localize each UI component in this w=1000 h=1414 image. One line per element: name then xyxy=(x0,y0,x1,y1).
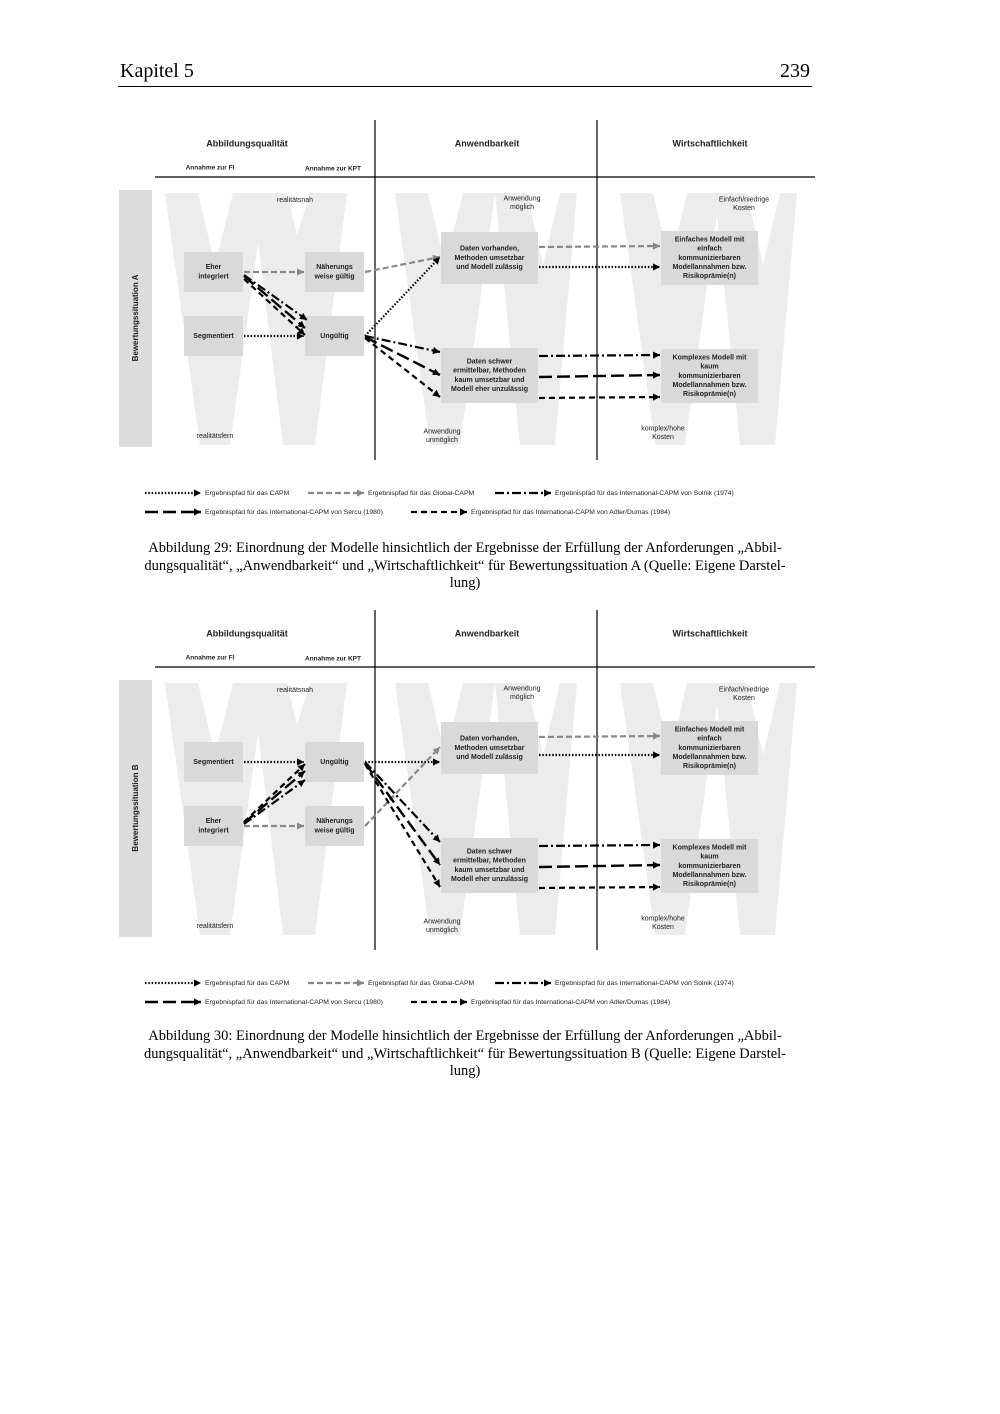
box-naeherungsweise-gueltig-label: Näherungs xyxy=(316,264,353,272)
caption-line: lung) xyxy=(449,1063,481,1079)
legend-entry: Ergebnispfad für das International-CAPM von Sercu (1980) xyxy=(205,998,383,1006)
sub-header: Annahme zur FI xyxy=(185,654,235,662)
box-naeherungsweise-gueltig-label: weise gültig xyxy=(314,827,355,835)
box-segmentiert-label: Segmentiert xyxy=(193,758,234,766)
chapter-title: Kapitel 5 xyxy=(120,60,194,82)
box-naeherungsweise-gueltig-label: weise gültig xyxy=(314,273,355,281)
box-daten-vorhanden-label: Methoden umsetzbar xyxy=(454,254,525,262)
arrow-head-icon xyxy=(544,979,551,986)
figure-29-caption xyxy=(125,540,805,593)
box-einfaches-modell-label: Modellannahmen bzw. xyxy=(672,264,747,272)
figure-30-diagram xyxy=(115,605,820,1025)
box-daten-vorhanden-label: Daten vorhanden, xyxy=(459,735,520,743)
box-einfaches-modell-label: Risikoprämie(n) xyxy=(683,763,736,771)
column-header: Wirtschaftlichkeit xyxy=(672,628,748,639)
background-watermark-shape xyxy=(620,193,720,445)
axis-annotation: Anwendung xyxy=(423,918,461,926)
page-header xyxy=(118,58,812,87)
box-komplexes-modell-label: Risikoprämie(n) xyxy=(683,391,736,399)
background-watermark-shape xyxy=(715,193,797,445)
caption-line: Abbildung 29: Einordnung der Modelle hinsichtlich der Ergebnisse der Erfüllung der Anforderungen „Abbil- xyxy=(148,540,782,556)
axis-annotation: komplex/hohe xyxy=(641,915,685,923)
box-daten-schwer-label: kaum umsetzbar und xyxy=(454,866,525,874)
figure-29-diagram xyxy=(115,115,820,535)
box-daten-schwer-label: ermittelbar, Methoden xyxy=(453,367,526,375)
caption-line: dungsqualität“, „Anwendbarkeit“ und „Wirtschaftlichkeit“ für Bewertungssituation A (Quelle: Eigene Darstel- xyxy=(144,557,786,574)
box-daten-schwer-label: kaum umsetzbar und xyxy=(454,376,525,384)
side-label: Bewertungssituation A xyxy=(131,274,141,362)
box-einfaches-modell-label: kommunizierbaren xyxy=(678,744,741,752)
box-komplexes-modell-label: kaum xyxy=(700,853,719,861)
axis-annotation: Einfach/niedrige xyxy=(718,686,770,694)
axis-annotation: Einfach/niedrige xyxy=(718,196,770,204)
column-header: Anwendbarkeit xyxy=(454,138,520,149)
box-einfaches-modell-label: einfach xyxy=(697,735,722,743)
axis-annotation: realitätsnah xyxy=(276,686,314,694)
path-arrow-line xyxy=(539,736,660,737)
box-daten-schwer-label: Modell eher unzulässig xyxy=(450,386,529,394)
box-komplexes-modell-label: kaum xyxy=(700,363,719,371)
box-einfaches-modell-label: einfach xyxy=(697,245,722,253)
box-eher-integriert xyxy=(184,806,243,846)
box-komplexes-modell-label: Komplexes Modell mit xyxy=(672,844,747,852)
box-naeherungsweise-gueltig-label: Näherungs xyxy=(316,818,353,826)
page-number: 239 xyxy=(780,60,810,82)
box-daten-vorhanden-label: Daten vorhanden, xyxy=(459,245,520,253)
box-komplexes-modell-label: Risikoprämie(n) xyxy=(683,881,736,889)
box-komplexes-modell-label: Modellannahmen bzw. xyxy=(672,872,747,880)
axis-annotation: Anwendung xyxy=(503,685,541,693)
background-watermark-shape xyxy=(620,683,720,935)
box-daten-vorhanden-label: und Modell zulässig xyxy=(456,754,523,762)
caption-line: Abbildung 30: Einordnung der Modelle hinsichtlich der Ergebnisse der Erfüllung der Anforderungen „Abbil- xyxy=(148,1028,782,1044)
axis-annotation: Anwendung xyxy=(503,195,541,203)
legend-entry: Ergebnispfad für das CAPM xyxy=(205,979,290,987)
legend-entry: Ergebnispfad für das Global-CAPM xyxy=(368,489,475,497)
box-eher-integriert-label: Eher xyxy=(205,264,222,272)
column-header: Abbildungsqualität xyxy=(206,138,288,149)
box-eher-integriert-label: Eher xyxy=(205,818,222,826)
box-einfaches-modell-label: Einfaches Modell mit xyxy=(674,236,745,244)
axis-annotation: realitätsfern xyxy=(196,922,234,930)
axis-annotation: Kosten xyxy=(733,205,755,213)
box-einfaches-modell-label: kommunizierbaren xyxy=(678,254,741,262)
arrow-head-icon xyxy=(194,979,201,986)
box-daten-schwer-label: Daten schwer xyxy=(466,358,513,366)
column-header: Anwendbarkeit xyxy=(454,628,520,639)
axis-annotation: realitätsfern xyxy=(196,432,234,440)
sub-header: Annahme zur KPT xyxy=(305,165,361,173)
background-watermark-shape xyxy=(395,193,495,445)
box-komplexes-modell-label: kommunizierbaren xyxy=(678,862,741,870)
legend-entry: Ergebnispfad für das CAPM xyxy=(205,489,290,497)
sub-header: Annahme zur KPT xyxy=(305,655,361,663)
column-header: Wirtschaftlichkeit xyxy=(672,138,748,149)
axis-annotation: möglich xyxy=(509,204,535,212)
box-daten-schwer-label: ermittelbar, Methoden xyxy=(453,857,526,865)
legend-entry: Ergebnispfad für das International-CAPM von Sercu (1980) xyxy=(205,508,383,516)
box-daten-vorhanden-label: Methoden umsetzbar xyxy=(454,744,525,752)
figure-29 xyxy=(115,115,820,535)
legend-entry: Ergebnispfad für das International-CAPM von Adler/Dumas (1984) xyxy=(471,998,671,1006)
box-eher-integriert xyxy=(184,252,243,292)
box-eher-integriert-label: integriert xyxy=(198,827,229,835)
box-komplexes-modell-label: Komplexes Modell mit xyxy=(672,354,747,362)
path-arrow-line xyxy=(539,845,660,846)
axis-annotation: komplex/hohe xyxy=(641,425,685,433)
arrow-head-icon xyxy=(460,998,467,1005)
legend-entry: Ergebnispfad für das International-CAPM von Solnik (1974) xyxy=(555,979,734,987)
path-arrow-line xyxy=(539,246,660,247)
figure-30-caption xyxy=(125,1028,805,1081)
box-segmentiert-label: Segmentiert xyxy=(193,332,234,340)
box-ungueltig-label: Ungültig xyxy=(320,332,349,340)
caption-line: lung) xyxy=(449,575,481,591)
axis-annotation: Kosten xyxy=(652,924,674,932)
arrow-head-icon xyxy=(357,979,364,986)
background-watermark-shape xyxy=(715,683,797,935)
box-naeherungsweise-gueltig xyxy=(305,806,364,846)
axis-annotation: unmöglich xyxy=(426,927,458,935)
axis-annotation: Anwendung xyxy=(423,428,461,436)
arrow-head-icon xyxy=(194,508,201,515)
box-daten-vorhanden-label: und Modell zulässig xyxy=(456,264,523,272)
box-einfaches-modell-label: Modellannahmen bzw. xyxy=(672,754,747,762)
axis-annotation: möglich xyxy=(509,694,535,702)
arrow-head-icon xyxy=(544,489,551,496)
axis-annotation: Kosten xyxy=(652,434,674,442)
sub-header: Annahme zur FI xyxy=(185,164,235,172)
axis-annotation: Kosten xyxy=(733,695,755,703)
box-daten-schwer xyxy=(441,838,538,893)
box-daten-schwer xyxy=(441,348,538,403)
box-daten-schwer-label: Modell eher unzulässig xyxy=(450,876,529,884)
axis-annotation: realitätsnah xyxy=(276,196,314,204)
box-einfaches-modell-label: Einfaches Modell mit xyxy=(674,726,745,734)
path-arrow-line xyxy=(539,355,660,356)
background-watermark-shape xyxy=(395,683,495,935)
box-eher-integriert-label: integriert xyxy=(198,273,229,281)
box-daten-schwer-label: Daten schwer xyxy=(466,848,513,856)
background-watermark-shape xyxy=(495,683,577,935)
arrow-head-icon xyxy=(357,489,364,496)
background-watermark-shape xyxy=(495,193,577,445)
legend-entry: Ergebnispfad für das International-CAPM von Adler/Dumas (1984) xyxy=(471,508,671,516)
box-einfaches-modell-label: Risikoprämie(n) xyxy=(683,273,736,281)
legend-entry: Ergebnispfad für das International-CAPM von Solnik (1974) xyxy=(555,489,734,497)
box-naeherungsweise-gueltig xyxy=(305,252,364,292)
arrow-head-icon xyxy=(194,998,201,1005)
figure-30 xyxy=(115,605,820,1025)
box-komplexes-modell-label: kommunizierbaren xyxy=(678,372,741,380)
box-komplexes-modell-label: Modellannahmen bzw. xyxy=(672,382,747,390)
side-label: Bewertungssituation B xyxy=(131,764,141,852)
column-header: Abbildungsqualität xyxy=(206,628,288,639)
arrow-head-icon xyxy=(460,508,467,515)
legend-entry: Ergebnispfad für das Global-CAPM xyxy=(368,979,475,987)
arrow-head-icon xyxy=(194,489,201,496)
box-ungueltig-label: Ungültig xyxy=(320,758,349,766)
caption-line: dungsqualität“, „Anwendbarkeit“ und „Wirtschaftlichkeit“ für Bewertungssituation B (Quelle: Eigene Darstel- xyxy=(143,1045,787,1062)
axis-annotation: unmöglich xyxy=(426,437,458,445)
